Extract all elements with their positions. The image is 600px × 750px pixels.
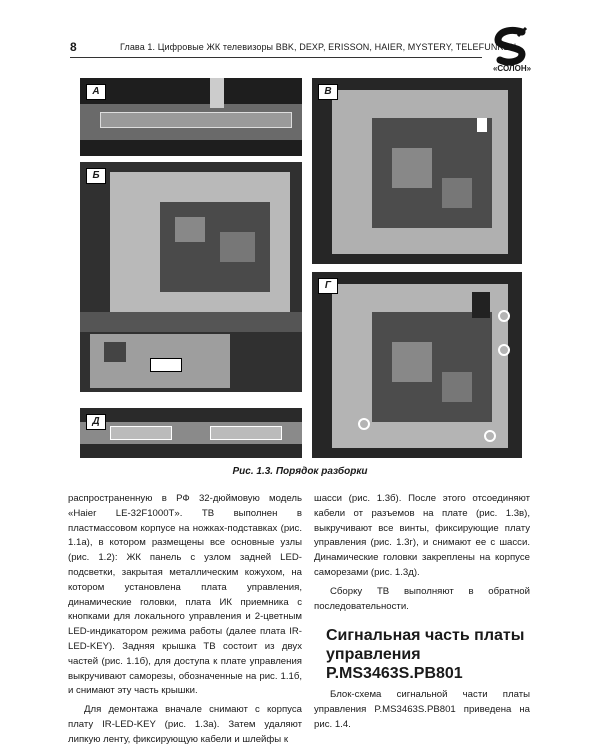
page-number: 8 [70,40,77,54]
header-rule [70,57,482,58]
photo-v [312,78,522,264]
figure-caption: Рис. 1.3. Порядок разборки [232,466,368,477]
section-paragraph: Блок-схема сигнальной части платы управления P.MS3463S.PB801 приведена на рис. 1.4. [314,689,530,730]
right-paragraph-1: шасси (рис. 1.3б). После этого отсоединяют кабели от разъемов на плате (рис. 1.3в), выкручивают все винты, фиксирующие плату управления (рис. 1.3г), и снимают ее с шасси. Динамические головки закреплены на корпусе саморезами (рис. 1.3д). [314,493,530,578]
figure-tag-g: Г [318,278,338,294]
section-heading: Сигнальная часть платы управления P.MS3463S.PB801 [326,627,525,682]
left-paragraph-1: распространенную в РФ 32-дюймовую модель «Haier LE-32F1000T». ТВ выполнен в пластмассовом корпусе на ножках-подставках (рис. 1.1а), в котором размещены все основные узлы (рис. 1.2): ЖК панель с узлом задней LED-подсветки, закрытая металлическим кожухом, на котором установлена плата управления, динамические головки, плата ИК приемника с кнопками для локального управления и 2-цветным LED-индикатором режима работы (далее плата IR-LED-KEY). Задняя крышка ТВ состоит из двух частей (рис. 1.1б), для доступа к плате управления выкручивают саморезы, обозначенные на рис. 1.1б, и снимают эту часть крышки. [68,493,302,697]
photo-a [80,78,302,156]
figure-tag-d: Д [86,414,106,430]
page-header [70,40,520,54]
chapter-title: Глава 1. Цифровые ЖК телевизоры BBK, DEXP, ERISSON, HAIER, MYSTERY, TELEFUNKEN [120,42,517,52]
photo-b [80,162,302,392]
figure-tag-b: Б [86,168,106,184]
publisher-name: «СОЛОН» [492,64,532,73]
right-column [314,492,530,614]
photo-g [312,272,522,458]
photo-d [80,408,302,458]
left-paragraph-2: Для демонтажа вначале снимают с корпуса плату IR-LED-KEY (рис. 1.3а). Затем удаляют липкую ленту, фиксирующую кабели и шлейфы к [68,704,302,745]
figure-tag-v: В [318,84,338,100]
figure-tag-a: А [86,84,106,100]
right-paragraph-2: Сборку ТВ выполняют в обратной последовательности. [314,585,530,612]
left-column [68,492,302,748]
